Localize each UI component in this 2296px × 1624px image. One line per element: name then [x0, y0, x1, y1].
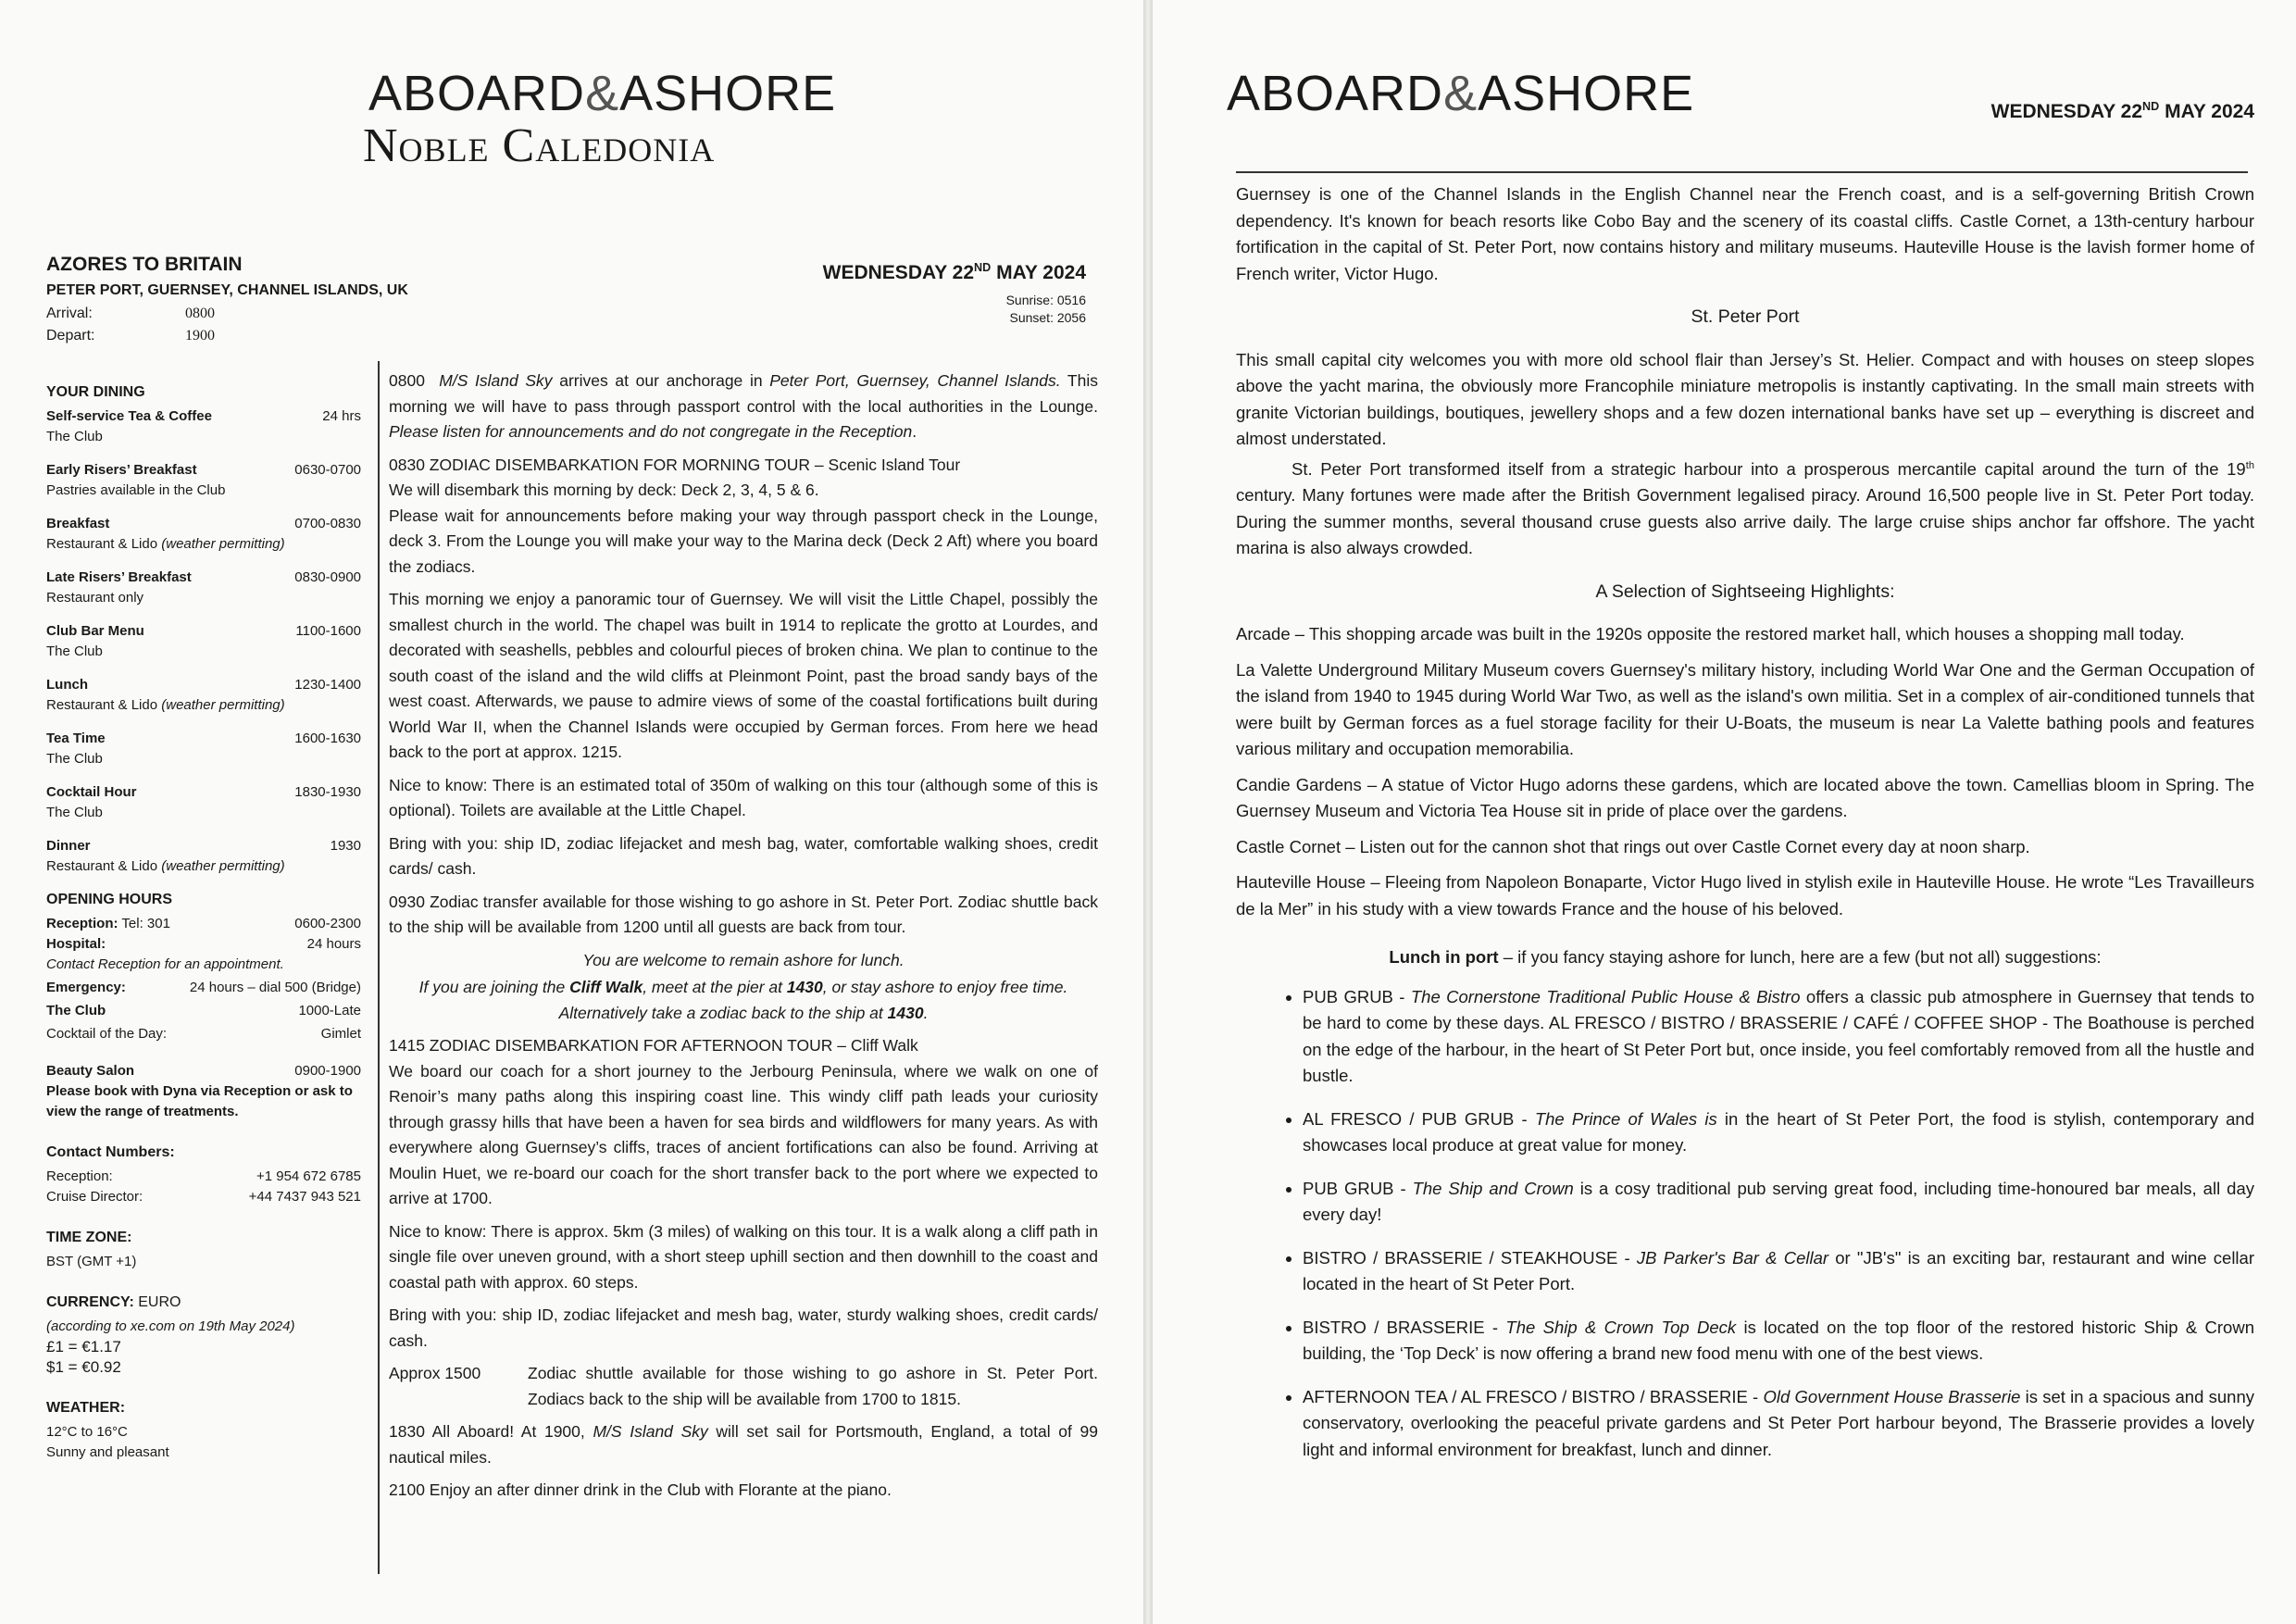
dining-time: 1830-1930 [294, 784, 361, 800]
morning-tour-description: This morning we enjoy a panoramic tour of Guernsey. We will visit the Little Chapel, possibly the smallest church in the world. The chapel was built in 1914 to replicate the grotto at Lourdes, and decorated with seashells, pebbles and colourful pieces of broken china. We plan to continue to the south coast of the island and the wild cliffs at Pleinmont Point, past the broad sandy bays of the west coast. Afterwards, we pause to admire views of some of the coastal fortifications built during World War II, when the Channel Islands were occupied by German forces. From here we head back to the port at approx. 1215. [389, 590, 1098, 761]
lunch-suggestion: • AL FRESCO / PUB GRUB - The Prince of Wales is in the heart of St Peter Port, the food is stylish, contemporary and showcases local produce at great value for money. [1303, 1106, 2254, 1159]
highlight-arcade: Arcade – This shopping arcade was built in the 1920s opposite the restored market hall, which houses a shopping mall today. [1236, 624, 2185, 644]
brand-logo: Noble Caledonia [363, 119, 716, 172]
dining-time: 1100-1600 [295, 623, 361, 639]
dining-name: Cocktail Hour [46, 784, 137, 800]
timezone-value: BST (GMT +1) [46, 1254, 137, 1269]
dining-item [46, 568, 361, 608]
hospital-note: Contact Reception for an appointment. [46, 956, 284, 972]
dining-time: 0630-0700 [294, 462, 361, 478]
lunch-suggestion: • PUB GRUB - The Ship and Crown is a cosy traditional pub serving great food, including time-honoured bar meals, all day every day! [1303, 1176, 2254, 1229]
guernsey-intro: Guernsey is one of the Channel Islands in the English Channel near the French coast, and is a self-governing British Crown dependency. It's known for beach resorts like Cobo Bay and the scenery of its coastal cliffs. Castle Cornet, a 13th-century harbour fortification in the capital of St. Peter Port, now contains history and military museums. Hauteville House is the lavish former home of French writer, Victor Hugo. [1236, 184, 2254, 283]
lunch-suggestion: • AFTERNOON TEA / AL FRESCO / BISTRO / BRASSERIE - Old Government House Brasserie is set in a spacious and sunny conservatory, overlooking the peaceful private gardens and St Peter Port harbour beyond, The Brasserie provides a lovely light and informal environment for breakfast, lunch and dinner. [1303, 1384, 2254, 1464]
dining-item [46, 782, 361, 823]
currency-heading: CURRENCY: EURO [46, 1294, 181, 1310]
dining-time: 1230-1400 [294, 677, 361, 693]
rate-usd: $1 = €0.92 [46, 1358, 121, 1376]
dining-name: Club Bar Menu [46, 623, 144, 639]
dining-name: Lunch [46, 677, 88, 693]
weather-desc: Sunny and pleasant [46, 1444, 169, 1460]
sightseeing-heading: A Selection of Sightseeing Highlights: [1595, 581, 1895, 602]
dining-location: The Club [46, 429, 103, 444]
dining-name: Self-service Tea & Coffee [46, 408, 212, 424]
dining-list [46, 406, 361, 877]
page-gutter [1143, 0, 1153, 1624]
dining-time: 0700-0830 [294, 516, 361, 531]
cocktail-of-day: Cocktail of the Day: Gimlet [46, 1026, 361, 1042]
info-sidebar [46, 375, 361, 1463]
morning-bring-with-you: Bring with you: ship ID, zodiac lifejacket and mesh bag, water, comfortable walking shoes, credit cards/ cash. [389, 833, 1098, 878]
page-date-right: WEDNESDAY 22ND MAY 2024 [1990, 100, 2254, 122]
dining-name: Early Risers’ Breakfast [46, 462, 197, 478]
lunch-suggestions [1236, 984, 2254, 1464]
contact-heading: Contact Numbers: [46, 1144, 175, 1160]
header-rule [1236, 171, 2248, 173]
morning-nice-to-know: Nice to know: There is an estimated total of 350m of walking on this tour (although some of this is optional). Toilets are available at the Little Chapel. [389, 775, 1098, 819]
lunch-suggestion: • PUB GRUB - The Cornerstone Traditional Public House & Bistro offers a classic pub atmosphere in Guernsey that tends to be hard to come by these days. AL FRESCO / BISTRO / BRASSERIE / CAFÉ / COFFEE SHOP - The Boathouse is perched on the edge of the harbour, in the heart of St Peter Port but, once inside, you feel comfortably removed from all the hustle and bustle. [1303, 984, 2254, 1090]
dining-name: Dinner [46, 838, 91, 854]
timezone-heading: TIME ZONE: [46, 1230, 132, 1245]
st-peter-port-heading: St. Peter Port [1691, 306, 1800, 327]
right-page [1153, 0, 2296, 1624]
dining-location: The Club [46, 643, 103, 659]
opening-hours-heading: OPENING HOURS [46, 892, 173, 907]
beauty-note: Please book with Dyna via Reception or ask to view the range of treatments. [46, 1083, 353, 1119]
route-title: AZORES TO BRITAIN [46, 254, 243, 275]
dining-time: 24 hrs [322, 408, 361, 424]
schedule-0830: 0830 ZODIAC DISEMBARKATION FOR MORNING TOUR – Scenic Island Tour We will disembark this morning by deck: Deck 2, 3, 4, 5 & 6. Please wait for announcements before making your way through passport check in the Lounge, deck 3. From the Lounge you will make your way to the Marina deck (Deck 2 Aft) where you board the zodiacs. [389, 455, 1098, 576]
depart-time: Depart: 1900 [46, 328, 215, 344]
currency-note: (according to xe.com on 19th May 2024) [46, 1318, 295, 1334]
rate-gbp: £1 = €1.17 [46, 1338, 121, 1355]
dining-item [46, 621, 361, 662]
dining-time: 1600-1630 [294, 731, 361, 746]
afternoon-nice-to-know: Nice to know: There is approx. 5km (3 miles) of walking on this tour. It is a walk along a cliff path in single file over uneven ground, with a short steep uphill section and then downhill to the coast and coastal path with approx. 60 steps. [389, 1221, 1098, 1292]
dining-item [46, 514, 361, 555]
dining-location: Restaurant & Lido (weather permitting) [46, 697, 285, 713]
schedule-0930: 0930 Zodiac transfer available for those wishing to go ashore in St. Peter Port. Zodiac shuttle back to the ship will be available from 1200 until all guests are back from tour. [389, 892, 1098, 936]
dining-location: Restaurant & Lido (weather permitting) [46, 536, 285, 552]
port-name: PETER PORT, GUERNSEY, CHANNEL ISLANDS, UK [46, 282, 408, 298]
dining-name: Late Risers’ Breakfast [46, 569, 192, 585]
dining-name: Tea Time [46, 731, 106, 746]
afternoon-bring-with-you: Bring with you: ship ID, zodiac lifejacket and mesh bag, water, sturdy walking shoes, credit cards/ cash. [389, 1305, 1099, 1350]
column-divider [378, 361, 380, 1574]
emergency-line: Emergency: 24 hours – dial 500 (Bridge) [46, 980, 361, 995]
dining-time: 1930 [330, 838, 361, 854]
dining-item [46, 406, 361, 447]
masthead-left: ABOARD&ASHORE [368, 66, 837, 121]
masthead-right: ABOARD&ASHORE [1227, 66, 1695, 121]
cliff-walk-meeting-note: If you are joining the Cliff Walk, meet at the pier at 1430, or stay ashore to enjoy free time. Alternatively take a zodiac back to the ship at 1430. [418, 978, 1068, 1022]
dining-location: The Club [46, 751, 103, 767]
dining-time: 0830-0900 [294, 569, 361, 585]
left-page [0, 0, 1143, 1624]
lunch-ashore-note: You are welcome to remain ashore for lunch. [582, 950, 905, 969]
schedule-0800: 0800 M/S Island Sky arrives at our anchorage in Peter Port, Guernsey, Channel Islands. This morning we will have to pass through passport control with the local authorities in the Lounge. Please listen for announcements and do not congregate in the Reception. [389, 371, 1098, 441]
schedule-1500: Approx 1500 Zodiac shuttle available for those wishing to go ashore in St. Peter Port. Zodiacs back to the ship will be available from 1700 to 1815. [389, 1364, 1098, 1408]
dining-item [46, 729, 361, 769]
contact-reception: Reception: +1 954 672 6785 [46, 1168, 361, 1184]
contact-cruise-director: Cruise Director: +44 7437 943 521 [46, 1189, 361, 1205]
weather-heading: WEATHER: [46, 1400, 126, 1416]
highlight-castle-cornet: Castle Cornet – Listen out for the cannon shot that rings out over Castle Cornet every day at noon sharp. [1236, 836, 2030, 856]
schedule-2100: 2100 Enjoy an after dinner drink in the Club with Florante at the piano. [389, 1480, 892, 1499]
weather-temp: 12°C to 16°C [46, 1424, 128, 1440]
club-hours: The Club 1000-Late [46, 1003, 361, 1018]
dining-item [46, 675, 361, 716]
hospital-hours: Hospital: 24 hours [46, 936, 361, 952]
schedule-1415: 1415 ZODIAC DISEMBARKATION FOR AFTERNOON TOUR – Cliff Walk We board our coach for a short journey to the Jerbourg Peninsula, where we walk on one of Renoir’s many paths along this inspiring coast line. This windy cliff path leads your curiosity through grassy hills that have been a haven for sea birds and wildflowers for many years. As with everywhere along Guernsey’s cliffs, traces of ancient fortifications can also be found. Arriving at Moulin Huet, we re-board our coach for the short transfer back to the port where we expected to arrive at 1700. [389, 1036, 1098, 1207]
daily-schedule [389, 369, 1098, 1511]
lunch-suggestion: • BISTRO / BRASSERIE / STEAKHOUSE - JB Parker's Bar & Cellar or "JB's" is an exciting bar, restaurant and wine cellar located in the heart of St Peter Port. [1303, 1245, 2254, 1298]
highlight-candie-gardens: Candie Gardens – A statue of Victor Hugo adorns these gardens, which are located above the town. Camellias bloom in Spring. The Guernsey Museum and Victoria Tea House sit in pride of place over the gardens. [1236, 774, 2254, 821]
lunch-suggestion: • BISTRO / BRASSERIE - The Ship & Crown Top Deck is located on the top floor of the restored historic Ship & Crown building, the ‘Top Deck’ is now offering a brand new food menu with one of the best views. [1303, 1315, 2254, 1368]
highlight-hauteville-house: Hauteville House – Fleeing from Napoleon Bonaparte, Victor Hugo lived in stylish exile in Hauteville House. He wrote “Les Travailleurs de la Mer” in his study with a view towards France and the house of his beloved. [1236, 872, 2254, 918]
dining-item [46, 836, 361, 877]
schedule-1830: 1830 All Aboard! At 1900, M/S Island Sky will set sail for Portsmouth, England, a total of 99 nautical miles. [389, 1422, 1099, 1467]
sun-times: Sunrise: 0516 Sunset: 2056 [1005, 293, 1086, 325]
dining-item [46, 460, 361, 501]
reception-hours: Reception: Tel: 301 0600-2300 [46, 916, 361, 931]
page-date: WEDNESDAY 22ND MAY 2024 [822, 261, 1086, 283]
dining-location: The Club [46, 805, 103, 820]
dining-heading: YOUR DINING [46, 384, 145, 400]
dining-name: Breakfast [46, 516, 110, 531]
lunch-in-port-intro: Lunch in port – if you fancy staying ashore for lunch, here are a few (but not all) suggestions: [1389, 947, 2102, 968]
dining-location: Restaurant only [46, 590, 144, 606]
destination-guide [1236, 181, 2254, 1480]
st-peter-port-p2: St. Peter Port transformed itself from a strategic harbour into a prosperous mercantile capital around the turn of the 19th century. Many fortunes were made after the British Government legalised piracy. Around 16,500 people live in St. Peter Port today. During the summer months, several thousand cruse guests also arrive daily. The large cruise ships anchor far offshore. The yacht marina is also always crowded. [1236, 458, 2254, 558]
highlight-la-valette: La Valette Underground Military Museum covers Guernsey's military history, including World War One and the German Occupation of the island from 1940 to 1945 during World War Two, as well as the island's own militia. Set in a complex of air-conditioned tunnels that were built by German forces as a fuel storage facility for their U-Boats, the museum is near La Valette bathing pools and features various military and occupation memorabilia. [1236, 659, 2255, 759]
dining-location: Restaurant & Lido (weather permitting) [46, 858, 285, 874]
dining-location: Pastries available in the Club [46, 482, 226, 498]
arrival-time: Arrival: 0800 [46, 306, 215, 321]
beauty-salon-hours: Beauty Salon 0900-1900 [46, 1063, 361, 1079]
st-peter-port-p1: This small capital city welcomes you with more old school flair than Jersey’s St. Helier. Compact and with houses on steep slopes above the yacht marina, the obviously more Francophile miniature metropolis is instantly captivating. In the small main streets with granite Victorian buildings, boutiques, jewellery shops and a few dozen international banks have set up – everything is discreet and almost understated. [1236, 349, 2254, 448]
